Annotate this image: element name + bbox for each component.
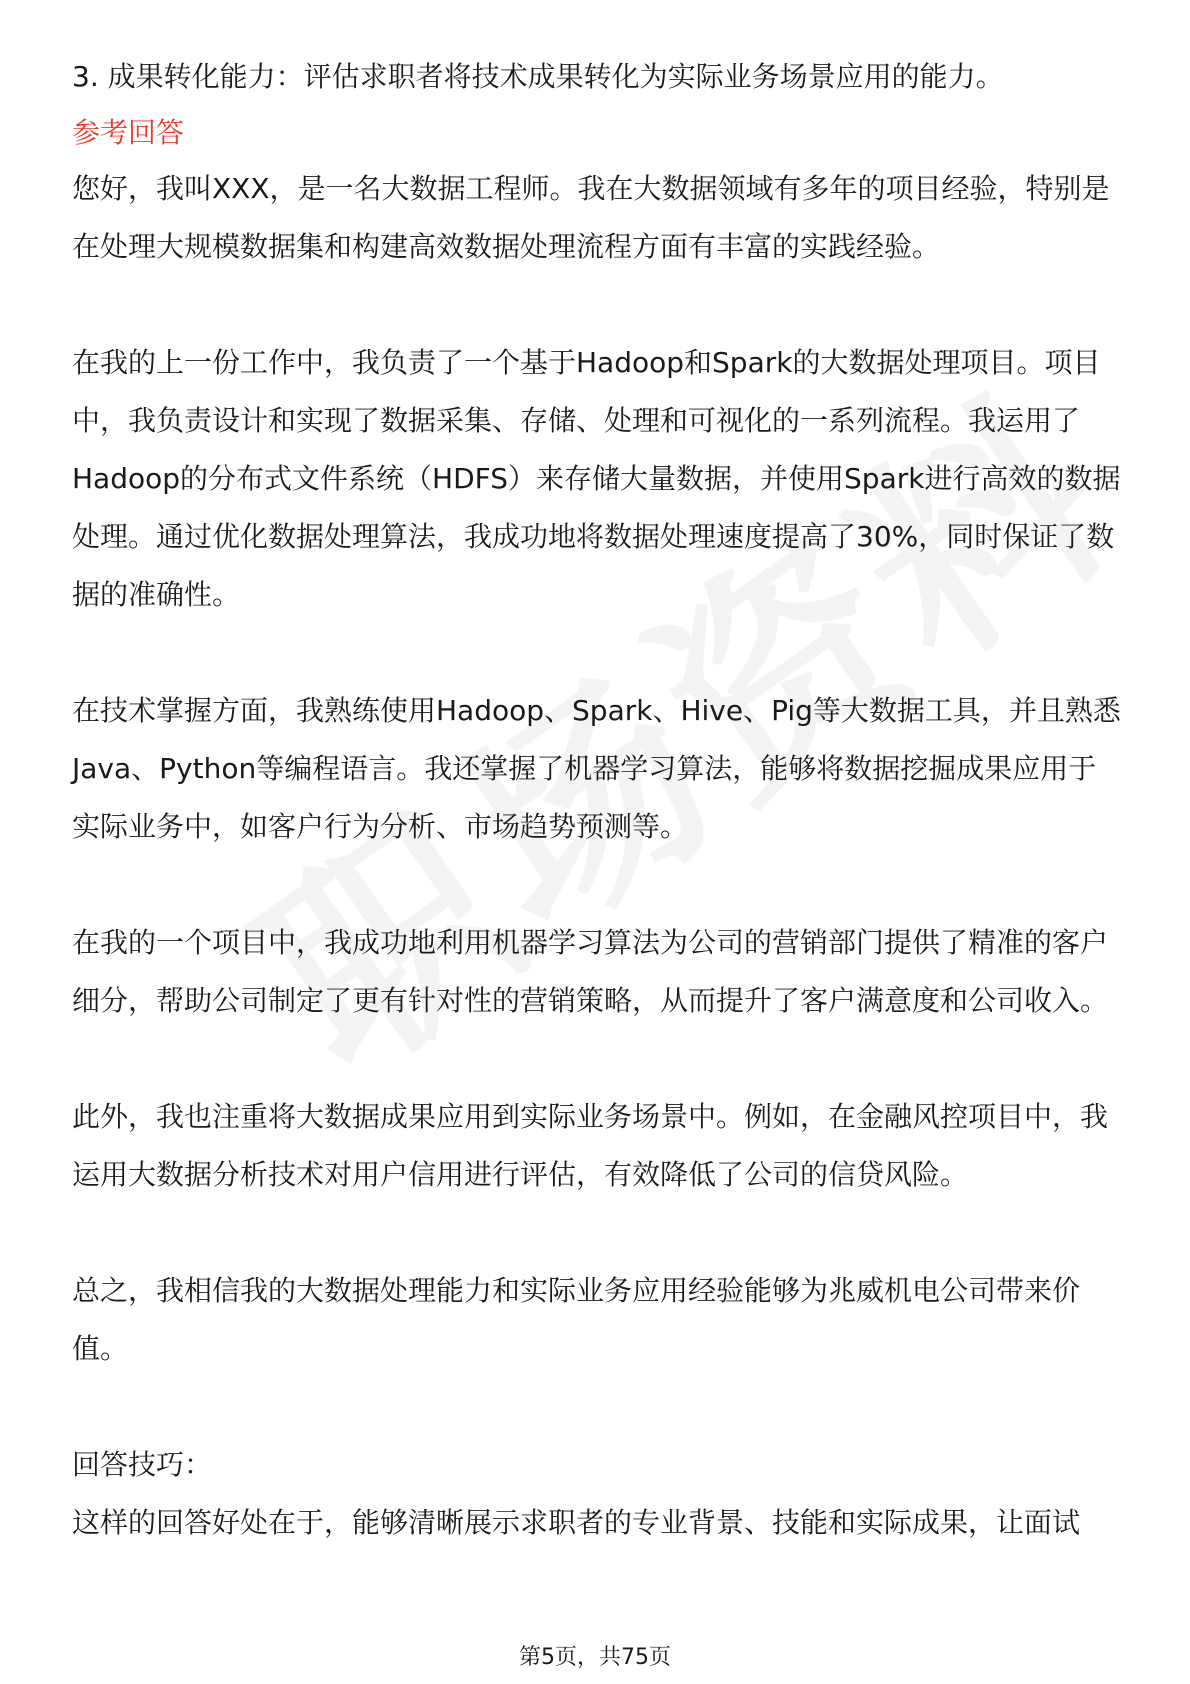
tips-paragraph: 这样的回答好处在于，能够清晰展示求职者的专业背景、技能和实际成果，让面试 — [72, 1506, 1081, 1539]
page-content — [72, 48, 1122, 1552]
reference-answer-heading: 参考回答 — [72, 116, 185, 149]
tips-label: 回答技巧： — [72, 1448, 213, 1481]
page-number-footer: 第5页，共75页 — [519, 1645, 671, 1670]
answer-paragraph-summary: 总之，我相信我的大数据处理能力和实际业务应用经验能够为兆威机电公司带来价值。 — [72, 1274, 1081, 1365]
answer-paragraph-skills: 在技术掌握方面，我熟练使用Hadoop、Spark、Hive、Pig等大数据工具，并且熟悉Java、Python等编程语言。我还掌握了机器学习算法，能够将数据挖掘成果应用于实际业务中，如客户行为分析、市场趋势预测等。 — [72, 694, 1121, 843]
answer-paragraph-business: 此外，我也注重将大数据成果应用到实际业务场景中。例如，在金融风控项目中，我运用大数据分析技术对用户信用进行评估，有效降低了公司的信贷风险。 — [72, 1100, 1109, 1191]
answer-paragraph-project: 在我的上一份工作中，我负责了一个基于Hadoop和Spark的大数据处理项目。项目中，我负责设计和实现了数据采集、存储、处理和可视化的一系列流程。我运用了Hadoop的分布式文件系统（HDFS）来存储大量数据，并使用Spark进行高效的数据处理。通过优化数据处理算法，我成功地将数据处理速度提高了30%，同时保证了数据的准确性。 — [72, 346, 1121, 611]
answer-paragraph-ml-project: 在我的一个项目中，我成功地利用机器学习算法为公司的营销部门提供了精准的客户细分，帮助公司制定了更有针对性的营销策略，从而提升了客户满意度和公司收入。 — [72, 926, 1109, 1017]
criteria-item-3: 3. 成果转化能力：评估求职者将技术成果转化为实际业务场景应用的能力。 — [72, 60, 1004, 93]
answer-paragraph-intro: 您好，我叫XXX，是一名大数据工程师。我在大数据领域有多年的项目经验，特别是在处理大规模数据集和构建高效数据处理流程方面有丰富的实践经验。 — [72, 172, 1110, 263]
